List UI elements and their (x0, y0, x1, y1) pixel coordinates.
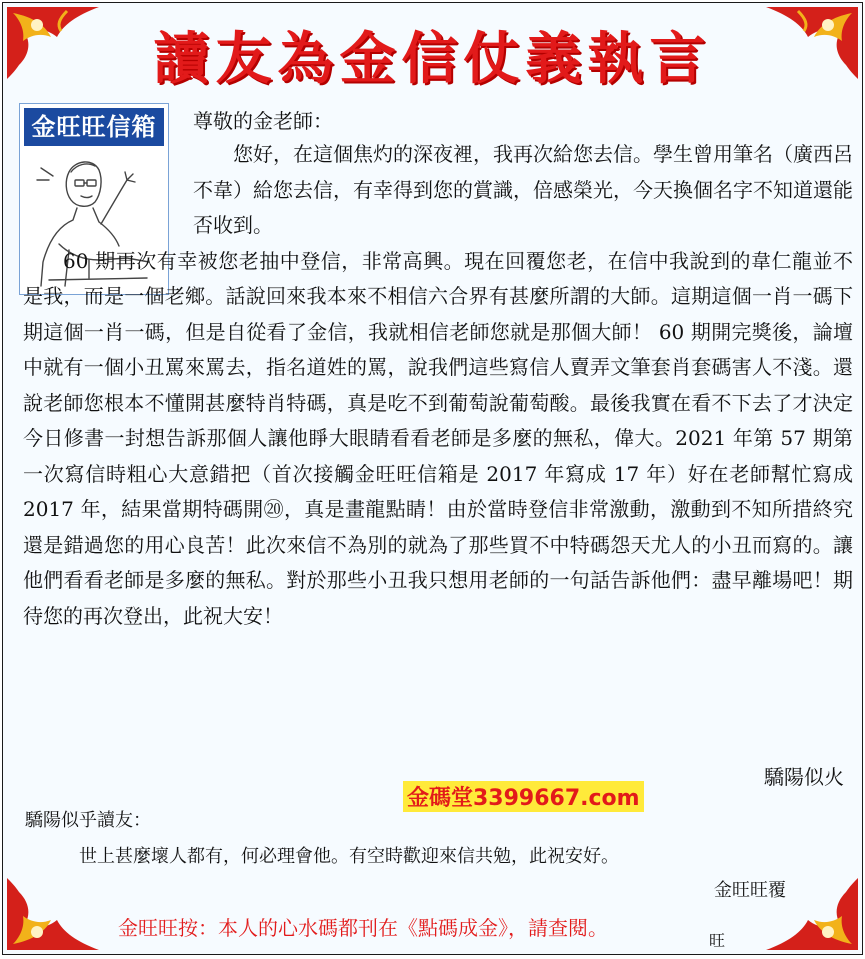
website-banner: 金碼堂3399667.com (403, 781, 644, 812)
newspaper-column (2, 2, 863, 955)
editor-note-end: 旺 (709, 931, 726, 950)
letter-paragraph: 60 期再次有幸被您老抽中登信，非常高興。現在回覆您老，在信中我說到的韋仁龍並不是我，而是一個老鄉。話說回來我本來不相信六合界有甚麼所謂的大師。這期這個一肖一碼下期這個一肖一碼，但是自從看了金信，我就相信老師您就是那個大師！ 60 期開完獎後，論壇中就有一個小丑罵來罵去，指名道姓的罵，說我們這些寫信人賣弄文筆套肖套碼害人不淺。還說老師您根本不懂開甚麼特肖特碼，真是吃不到葡萄說葡萄酸。最後我實在看不下去了才決定今日修書一封想告訴那個人讓他睜大眼睛看看老師是多麼的無私，偉大。2021 年第 57 期第一次寫信時粗心大意錯把（首次接觸金旺旺信箱是 2017 年寫成 17 年）好在老師幫忙寫成 2017 年，結果當期特碼開⑳，真是畫龍點睛！由於當時登信非常激動，激動到不知所措終究還是錯過您的用心良苦！此次來信不為別的就為了那些買不中特碼怨天尤人的小丑而寫的。讓他們看看老師是多麼的無私。對於那些小丑我只想用老師的一句話告訴他們：盡早離場吧！期待您的再次登出，此祝大安！ (23, 248, 853, 628)
letter-salutation: 尊敬的金老師： (193, 109, 333, 133)
mailbox-label: 金旺旺信箱 (24, 108, 164, 146)
reply-body: 世上甚麼壞人都有，何必理會他。有空時歡迎來信共勉，此祝安好。 (79, 846, 619, 867)
reply-salutation: 驕陽似乎讀友： (25, 810, 151, 831)
letter-body (23, 137, 853, 634)
letter-paragraph: 您好，在這個焦灼的深夜裡，我再次給您去信。學生曾用筆名（廣西呂不韋）給您去信，有幸得到您的賞識，倍感榮光，今天換個名字不知道還能否收到。 (193, 142, 853, 237)
page-title: 讀友為金信仗義執言 (153, 26, 712, 92)
editor-note: 金旺旺按：本人的心水碼都刊在《點碼成金》，請查閱。 (118, 916, 608, 940)
corner-ornament-icon (7, 878, 99, 950)
reply-signature: 金旺旺覆 (714, 880, 786, 901)
letter-signer: 驕陽似火 (764, 765, 844, 789)
